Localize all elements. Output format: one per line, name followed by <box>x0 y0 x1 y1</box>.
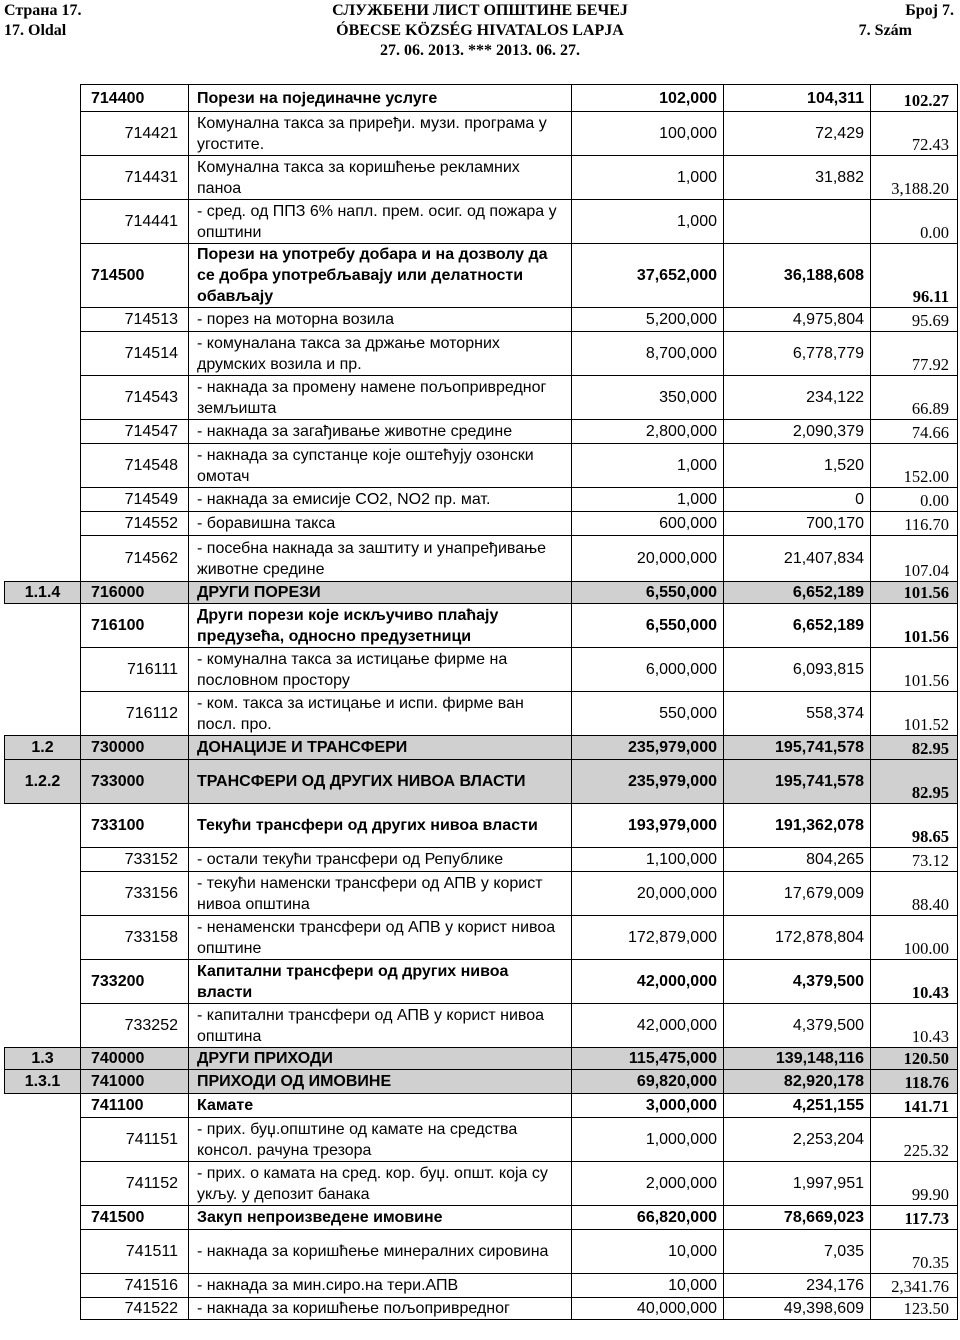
publication-title-hu: ÓBECSE KÖZSÉG HIVATALOS LAPJA <box>336 22 624 39</box>
description-cell: - накнада за мин.сиро.на тери.АПВ <box>189 1274 572 1298</box>
account-code-cell: 714549 <box>81 488 189 512</box>
description-cell: - накнада за загађивање животне средине <box>189 420 572 444</box>
percent-cell: 72.43 <box>871 112 958 156</box>
classification-cell <box>5 960 81 1004</box>
classification-cell: 1.3 <box>5 1048 81 1070</box>
classification-cell <box>5 1094 81 1118</box>
table-row <box>5 536 958 582</box>
description-cell: - накнада за коришћење минералних сировина <box>189 1230 572 1274</box>
percent-cell: 82.95 <box>871 760 958 804</box>
executed-amount-cell: 4,975,804 <box>724 308 871 332</box>
description-cell: - прих. буџ.општине од камате на средства консол. рачуна трезора <box>189 1118 572 1162</box>
table-row <box>5 112 958 156</box>
table-row <box>5 1048 958 1070</box>
table-row <box>5 1298 958 1320</box>
table-row <box>5 872 958 916</box>
classification-cell <box>5 332 81 376</box>
account-code-cell: 714513 <box>81 308 189 332</box>
classification-cell <box>5 692 81 736</box>
planned-amount-cell: 193,979,000 <box>572 804 724 848</box>
table-row <box>5 648 958 692</box>
account-code-cell: 733152 <box>81 848 189 872</box>
budget-revenue-table <box>4 84 958 1320</box>
page-header <box>0 0 960 62</box>
classification-cell <box>5 1004 81 1048</box>
percent-cell: 3,188.20 <box>871 156 958 200</box>
planned-amount-cell: 5,200,000 <box>572 308 724 332</box>
executed-amount-cell: 4,379,500 <box>724 960 871 1004</box>
description-cell: Закуп непроизведене имовине <box>189 1206 572 1230</box>
executed-amount-cell: 6,652,189 <box>724 604 871 648</box>
description-cell: Порези на појединачне услуге <box>189 85 572 112</box>
executed-amount-cell: 17,679,009 <box>724 872 871 916</box>
table-row <box>5 604 958 648</box>
classification-cell <box>5 85 81 112</box>
planned-amount-cell: 37,652,000 <box>572 244 724 308</box>
page-number-hu: 17. Oldal <box>4 22 67 39</box>
executed-amount-cell: 234,176 <box>724 1274 871 1298</box>
classification-cell <box>5 444 81 488</box>
percent-cell: 0.00 <box>871 200 958 244</box>
description-cell: - накнада за коришћење пољопривредног <box>189 1298 572 1320</box>
planned-amount-cell: 115,475,000 <box>572 1048 724 1070</box>
issue-number-sr: Број 7. <box>905 2 954 19</box>
planned-amount-cell: 600,000 <box>572 512 724 536</box>
table-row <box>5 1230 958 1274</box>
account-code-cell: 733158 <box>81 916 189 960</box>
percent-cell: 118.76 <box>871 1070 958 1094</box>
planned-amount-cell: 20,000,000 <box>572 536 724 582</box>
account-code-cell: 714441 <box>81 200 189 244</box>
percent-cell: 98.65 <box>871 804 958 848</box>
executed-amount-cell: 172,878,804 <box>724 916 871 960</box>
description-cell: Комунална такса за коришћење рекламних паноа <box>189 156 572 200</box>
table-row <box>5 1162 958 1206</box>
executed-amount-cell: 36,188,608 <box>724 244 871 308</box>
account-code-cell: 714547 <box>81 420 189 444</box>
description-cell: - текући наменски трансфери од АПВ у корист нивоа општина <box>189 872 572 916</box>
executed-amount-cell: 78,669,023 <box>724 1206 871 1230</box>
executed-amount-cell: 2,090,379 <box>724 420 871 444</box>
planned-amount-cell: 10,000 <box>572 1274 724 1298</box>
description-cell: ТРАНСФЕРИ ОД ДРУГИХ НИВОА ВЛАСТИ <box>189 760 572 804</box>
percent-cell: 10.43 <box>871 1004 958 1048</box>
classification-cell <box>5 244 81 308</box>
percent-cell: 141.71 <box>871 1094 958 1118</box>
publication-date: 27. 06. 2013. *** 2013. 06. 27. <box>380 42 580 59</box>
percent-cell: 70.35 <box>871 1230 958 1274</box>
table-row <box>5 1274 958 1298</box>
account-code-cell: 714514 <box>81 332 189 376</box>
account-code-cell: 741152 <box>81 1162 189 1206</box>
account-code-cell: 714552 <box>81 512 189 536</box>
planned-amount-cell: 6,000,000 <box>572 648 724 692</box>
classification-cell <box>5 804 81 848</box>
description-cell: - накнада за емисије CO2, NO2 пр. мат. <box>189 488 572 512</box>
percent-cell: 74.66 <box>871 420 958 444</box>
classification-cell: 1.3.1 <box>5 1070 81 1094</box>
classification-cell <box>5 1298 81 1320</box>
percent-cell: 2,341.76 <box>871 1274 958 1298</box>
account-code-cell: 714421 <box>81 112 189 156</box>
description-cell: - комунална такса за истицање фирме на пословном простору <box>189 648 572 692</box>
description-cell: - сред. од ППЗ 6% напл. прем. осиг. од пожара у општини <box>189 200 572 244</box>
table-row <box>5 760 958 804</box>
planned-amount-cell: 550,000 <box>572 692 724 736</box>
classification-cell <box>5 1118 81 1162</box>
account-code-cell: 741100 <box>81 1094 189 1118</box>
description-cell: Порези на употребу добара и на дозволу да се добра употребљавају или делатности обављају <box>189 244 572 308</box>
description-cell: Други порези које искључиво плаћају предузећа, односно предузетници <box>189 604 572 648</box>
description-cell: - посебна накнада за заштиту и унапређивање животне средине <box>189 536 572 582</box>
description-cell: Текући трансфери од других нивоа власти <box>189 804 572 848</box>
table-row <box>5 332 958 376</box>
description-cell: Капитални трансфери од других нивоа власти <box>189 960 572 1004</box>
planned-amount-cell: 2,800,000 <box>572 420 724 444</box>
percent-cell: 107.04 <box>871 536 958 582</box>
classification-cell <box>5 1274 81 1298</box>
percent-cell: 120.50 <box>871 1048 958 1070</box>
description-cell: - накнада за промену намене пољопривредног земљишта <box>189 376 572 420</box>
account-code-cell: 714431 <box>81 156 189 200</box>
account-code-cell: 741500 <box>81 1206 189 1230</box>
percent-cell: 66.89 <box>871 376 958 420</box>
classification-cell <box>5 872 81 916</box>
executed-amount-cell: 4,251,155 <box>724 1094 871 1118</box>
table-row <box>5 85 958 112</box>
table-row <box>5 512 958 536</box>
description-cell: - ком. такса за истицање и испи. фирме ван посл. про. <box>189 692 572 736</box>
classification-cell: 1.2.2 <box>5 760 81 804</box>
percent-cell: 96.11 <box>871 244 958 308</box>
account-code-cell: 740000 <box>81 1048 189 1070</box>
table-row <box>5 308 958 332</box>
percent-cell: 101.52 <box>871 692 958 736</box>
executed-amount-cell: 6,652,189 <box>724 582 871 604</box>
account-code-cell: 716000 <box>81 582 189 604</box>
planned-amount-cell: 6,550,000 <box>572 582 724 604</box>
classification-cell <box>5 488 81 512</box>
executed-amount-cell: 195,741,578 <box>724 736 871 760</box>
issue-number-hu: 7. Szám <box>858 22 912 39</box>
executed-amount-cell: 558,374 <box>724 692 871 736</box>
description-cell: ПРИХОДИ ОД ИМОВИНЕ <box>189 1070 572 1094</box>
account-code-cell: 741000 <box>81 1070 189 1094</box>
description-cell: Комунална такса за приређи. музи. програма у угостите. <box>189 112 572 156</box>
executed-amount-cell: 0 <box>724 488 871 512</box>
planned-amount-cell: 2,000,000 <box>572 1162 724 1206</box>
table-row <box>5 1206 958 1230</box>
table-row <box>5 244 958 308</box>
executed-amount-cell: 195,741,578 <box>724 760 871 804</box>
planned-amount-cell: 10,000 <box>572 1230 724 1274</box>
planned-amount-cell: 1,000 <box>572 444 724 488</box>
account-code-cell: 716111 <box>81 648 189 692</box>
table-row <box>5 582 958 604</box>
table-row <box>5 1070 958 1094</box>
table-row <box>5 156 958 200</box>
executed-amount-cell: 82,920,178 <box>724 1070 871 1094</box>
executed-amount-cell: 6,093,815 <box>724 648 871 692</box>
table-row <box>5 736 958 760</box>
table-row <box>5 1094 958 1118</box>
description-cell: Камате <box>189 1094 572 1118</box>
classification-cell <box>5 648 81 692</box>
classification-cell: 1.2 <box>5 736 81 760</box>
percent-cell: 101.56 <box>871 648 958 692</box>
account-code-cell: 714400 <box>81 85 189 112</box>
classification-cell <box>5 376 81 420</box>
classification-cell <box>5 1206 81 1230</box>
planned-amount-cell: 42,000,000 <box>572 960 724 1004</box>
classification-cell <box>5 156 81 200</box>
executed-amount-cell: 139,148,116 <box>724 1048 871 1070</box>
table-row <box>5 960 958 1004</box>
planned-amount-cell: 66,820,000 <box>572 1206 724 1230</box>
table-row <box>5 1004 958 1048</box>
percent-cell: 101.56 <box>871 604 958 648</box>
table-row <box>5 444 958 488</box>
account-code-cell: 741516 <box>81 1274 189 1298</box>
planned-amount-cell: 350,000 <box>572 376 724 420</box>
executed-amount-cell: 804,265 <box>724 848 871 872</box>
executed-amount-cell: 49,398,609 <box>724 1298 871 1320</box>
planned-amount-cell: 1,000,000 <box>572 1118 724 1162</box>
table-row <box>5 488 958 512</box>
percent-cell: 73.12 <box>871 848 958 872</box>
executed-amount-cell: 7,035 <box>724 1230 871 1274</box>
executed-amount-cell: 6,778,779 <box>724 332 871 376</box>
description-cell: - комуналана такса за држање моторних друмских возила и пр. <box>189 332 572 376</box>
table-row <box>5 848 958 872</box>
publication-title-sr: СЛУЖБЕНИ ЛИСТ ОПШТИНЕ БЕЧЕЈ <box>332 2 628 19</box>
description-cell: - остали текући трансфери од Републике <box>189 848 572 872</box>
account-code-cell: 733200 <box>81 960 189 1004</box>
executed-amount-cell: 1,520 <box>724 444 871 488</box>
planned-amount-cell: 1,000 <box>572 200 724 244</box>
executed-amount-cell: 1,997,951 <box>724 1162 871 1206</box>
percent-cell: 123.50 <box>871 1298 958 1320</box>
account-code-cell: 733156 <box>81 872 189 916</box>
table-row <box>5 692 958 736</box>
percent-cell: 0.00 <box>871 488 958 512</box>
planned-amount-cell: 1,000 <box>572 488 724 512</box>
percent-cell: 116.70 <box>871 512 958 536</box>
account-code-cell: 741511 <box>81 1230 189 1274</box>
planned-amount-cell: 3,000,000 <box>572 1094 724 1118</box>
executed-amount-cell: 4,379,500 <box>724 1004 871 1048</box>
percent-cell: 152.00 <box>871 444 958 488</box>
planned-amount-cell: 69,820,000 <box>572 1070 724 1094</box>
executed-amount-cell: 700,170 <box>724 512 871 536</box>
account-code-cell: 714543 <box>81 376 189 420</box>
percent-cell: 117.73 <box>871 1206 958 1230</box>
planned-amount-cell: 40,000,000 <box>572 1298 724 1320</box>
classification-cell <box>5 1230 81 1274</box>
planned-amount-cell: 6,550,000 <box>572 604 724 648</box>
description-cell: ДРУГИ ПОРЕЗИ <box>189 582 572 604</box>
percent-cell: 95.69 <box>871 308 958 332</box>
account-code-cell: 714500 <box>81 244 189 308</box>
planned-amount-cell: 8,700,000 <box>572 332 724 376</box>
classification-cell <box>5 200 81 244</box>
planned-amount-cell: 235,979,000 <box>572 760 724 804</box>
account-code-cell: 714562 <box>81 536 189 582</box>
executed-amount-cell: 234,122 <box>724 376 871 420</box>
planned-amount-cell: 42,000,000 <box>572 1004 724 1048</box>
classification-cell <box>5 512 81 536</box>
classification-cell <box>5 1162 81 1206</box>
table-row <box>5 420 958 444</box>
description-cell: - боравишна такса <box>189 512 572 536</box>
planned-amount-cell: 172,879,000 <box>572 916 724 960</box>
classification-cell <box>5 848 81 872</box>
percent-cell: 101.56 <box>871 582 958 604</box>
planned-amount-cell: 20,000,000 <box>572 872 724 916</box>
classification-cell <box>5 420 81 444</box>
percent-cell: 102.27 <box>871 85 958 112</box>
executed-amount-cell <box>724 200 871 244</box>
percent-cell: 225.32 <box>871 1118 958 1162</box>
description-cell: - прих. о камата на сред. кор. буџ. општ. која су укљу. у депозит банака <box>189 1162 572 1206</box>
account-code-cell: 716100 <box>81 604 189 648</box>
account-code-cell: 733252 <box>81 1004 189 1048</box>
percent-cell: 77.92 <box>871 332 958 376</box>
planned-amount-cell: 100,000 <box>572 112 724 156</box>
account-code-cell: 733100 <box>81 804 189 848</box>
account-code-cell: 716112 <box>81 692 189 736</box>
executed-amount-cell: 2,253,204 <box>724 1118 871 1162</box>
table-row <box>5 916 958 960</box>
percent-cell: 10.43 <box>871 960 958 1004</box>
account-code-cell: 714548 <box>81 444 189 488</box>
planned-amount-cell: 1,100,000 <box>572 848 724 872</box>
account-code-cell: 730000 <box>81 736 189 760</box>
planned-amount-cell: 235,979,000 <box>572 736 724 760</box>
table-row <box>5 200 958 244</box>
table-row <box>5 1118 958 1162</box>
planned-amount-cell: 1,000 <box>572 156 724 200</box>
percent-cell: 82.95 <box>871 736 958 760</box>
planned-amount-cell: 102,000 <box>572 85 724 112</box>
table-row <box>5 804 958 848</box>
description-cell: - накнада за супстанце које оштећују озонски омотач <box>189 444 572 488</box>
percent-cell: 88.40 <box>871 872 958 916</box>
classification-cell: 1.1.4 <box>5 582 81 604</box>
percent-cell: 99.90 <box>871 1162 958 1206</box>
classification-cell <box>5 536 81 582</box>
executed-amount-cell: 21,407,834 <box>724 536 871 582</box>
executed-amount-cell: 104,311 <box>724 85 871 112</box>
page-number-sr: Страна 17. <box>4 2 82 19</box>
executed-amount-cell: 191,362,078 <box>724 804 871 848</box>
classification-cell <box>5 112 81 156</box>
percent-cell: 100.00 <box>871 916 958 960</box>
account-code-cell: 741522 <box>81 1298 189 1320</box>
description-cell: - ненаменски трансфери од АПВ у корист нивоа општине <box>189 916 572 960</box>
executed-amount-cell: 31,882 <box>724 156 871 200</box>
classification-cell <box>5 308 81 332</box>
account-code-cell: 741151 <box>81 1118 189 1162</box>
account-code-cell: 733000 <box>81 760 189 804</box>
description-cell: - порез на моторна возила <box>189 308 572 332</box>
classification-cell <box>5 916 81 960</box>
description-cell: - капитални трансфери од АПВ у корист нивоа општина <box>189 1004 572 1048</box>
classification-cell <box>5 604 81 648</box>
executed-amount-cell: 72,429 <box>724 112 871 156</box>
table-row <box>5 376 958 420</box>
description-cell: ДОНАЦИЈЕ И ТРАНСФЕРИ <box>189 736 572 760</box>
description-cell: ДРУГИ ПРИХОДИ <box>189 1048 572 1070</box>
table-body <box>5 85 958 1320</box>
